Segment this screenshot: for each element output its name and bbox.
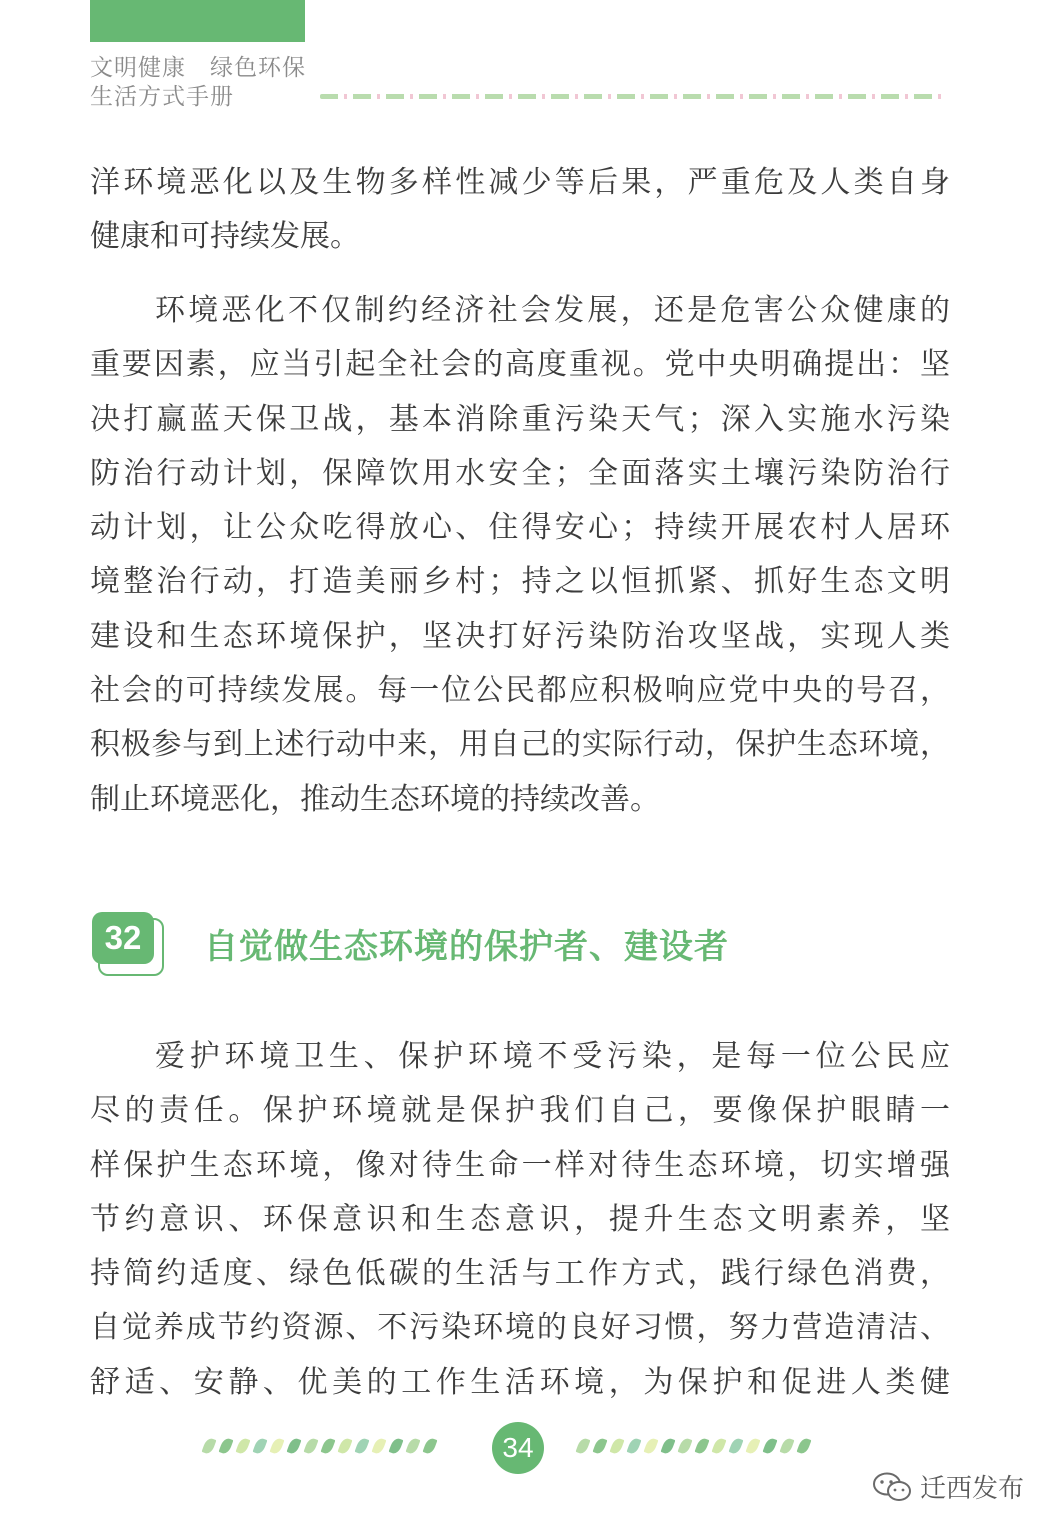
leaf-icon xyxy=(576,1437,591,1455)
paragraph-continued xyxy=(90,156,950,265)
section-title: 自觉做生态环境的保护者、建设者 xyxy=(204,927,729,967)
leaf-icon xyxy=(355,1437,370,1455)
text-line: 持简约适度、绿色低碳的生活与工作方式，践行绿色消费， xyxy=(90,1256,950,1292)
leaf-icon xyxy=(321,1437,336,1455)
leaf-icon xyxy=(712,1437,727,1455)
leaf-decoration-left xyxy=(204,1436,435,1456)
book-title-line-1: 文明健康 绿色环保 xyxy=(90,55,306,81)
text-line: 境整治行动，打造美丽乡村；持之以恒抓紧、抓好生态文明 xyxy=(90,564,950,600)
text-line: 舒适、安静、优美的工作生活环境，为保护和促进人类健 xyxy=(90,1364,950,1400)
leaf-icon xyxy=(236,1437,251,1455)
header-dashed-divider xyxy=(320,94,945,99)
text-line: 自觉养成节约资源、不污染环境的良好习惯，努力营造清洁、 xyxy=(90,1310,950,1346)
header-color-bar xyxy=(90,0,305,42)
paragraph-environment xyxy=(90,284,950,827)
wechat-icon xyxy=(872,1471,912,1503)
text-line: 样保护生态环境，像对待生命一样对待生态环境，切实增强 xyxy=(90,1147,950,1183)
leaf-icon xyxy=(746,1437,761,1455)
text-line: 环境恶化不仅制约经济社会发展，还是危害公众健康的 xyxy=(155,293,950,328)
text-line: 洋环境恶化以及生物多样性减少等后果，严重危及人类自身 xyxy=(90,165,950,200)
leaf-icon xyxy=(695,1437,710,1455)
text-line: 尽的责任。保护环境就是保护我们自己，要像保护眼睛一 xyxy=(90,1093,950,1129)
leaf-icon xyxy=(610,1437,625,1455)
text-line: 健康和可持续发展。 xyxy=(90,219,360,255)
book-title xyxy=(90,54,306,112)
paragraph-protect xyxy=(90,1030,950,1410)
watermark xyxy=(872,1468,1024,1505)
section-number-badge xyxy=(92,912,158,966)
text-line: 决打赢蓝天保卫战，基本消除重污染天气；深入实施水污染 xyxy=(90,401,950,437)
text-line: 建设和生态环境保护，坚决打好污染防治攻坚战，实现人类 xyxy=(90,618,950,654)
page-number: 34 xyxy=(492,1422,544,1474)
text-line: 制止环境恶化，推动生态环境的持续改善。 xyxy=(90,781,660,817)
watermark-text: 迁西发布 xyxy=(920,1474,1025,1504)
leaf-icon xyxy=(644,1437,659,1455)
leaf-icon xyxy=(729,1437,744,1455)
section-number: 32 xyxy=(92,912,154,964)
text-line: 节约意识、环保意识和生态意识，提升生态文明素养，坚 xyxy=(90,1201,950,1237)
leaf-icon xyxy=(763,1437,778,1455)
text-line: 重要因素，应当引起全社会的高度重视。党中央明确提出：坚 xyxy=(90,347,950,383)
leaf-icon xyxy=(304,1437,319,1455)
leaf-icon xyxy=(627,1437,642,1455)
text-line: 动计划，让公众吃得放心、住得安心；持续开展农村人居环 xyxy=(90,510,950,546)
text-line: 社会的可持续发展。每一位公民都应积极响应党中央的号召， xyxy=(90,673,950,709)
text-line: 积极参与到上述行动中来，用自己的实际行动，保护生态环境， xyxy=(90,727,950,763)
leaf-icon xyxy=(270,1437,285,1455)
leaf-icon xyxy=(389,1437,404,1455)
leaf-icon xyxy=(423,1437,438,1455)
text-line: 爱护环境卫生、保护环境不受污染，是每一位公民应 xyxy=(155,1039,950,1074)
leaf-icon xyxy=(372,1437,387,1455)
leaf-icon xyxy=(678,1437,693,1455)
leaf-icon xyxy=(780,1437,795,1455)
leaf-icon xyxy=(219,1437,234,1455)
leaf-icon xyxy=(202,1437,217,1455)
leaf-icon xyxy=(338,1437,353,1455)
leaf-icon xyxy=(797,1437,812,1455)
leaf-icon xyxy=(253,1437,268,1455)
leaf-icon xyxy=(287,1437,302,1455)
leaf-icon xyxy=(406,1437,421,1455)
text-line: 防治行动计划，保障饮用水安全；全面落实土壤污染防治行 xyxy=(90,455,950,491)
leaf-icon xyxy=(661,1437,676,1455)
book-title-line-2: 生活方式手册 xyxy=(90,84,234,110)
leaf-icon xyxy=(593,1437,608,1455)
leaf-decoration-right xyxy=(578,1436,809,1456)
